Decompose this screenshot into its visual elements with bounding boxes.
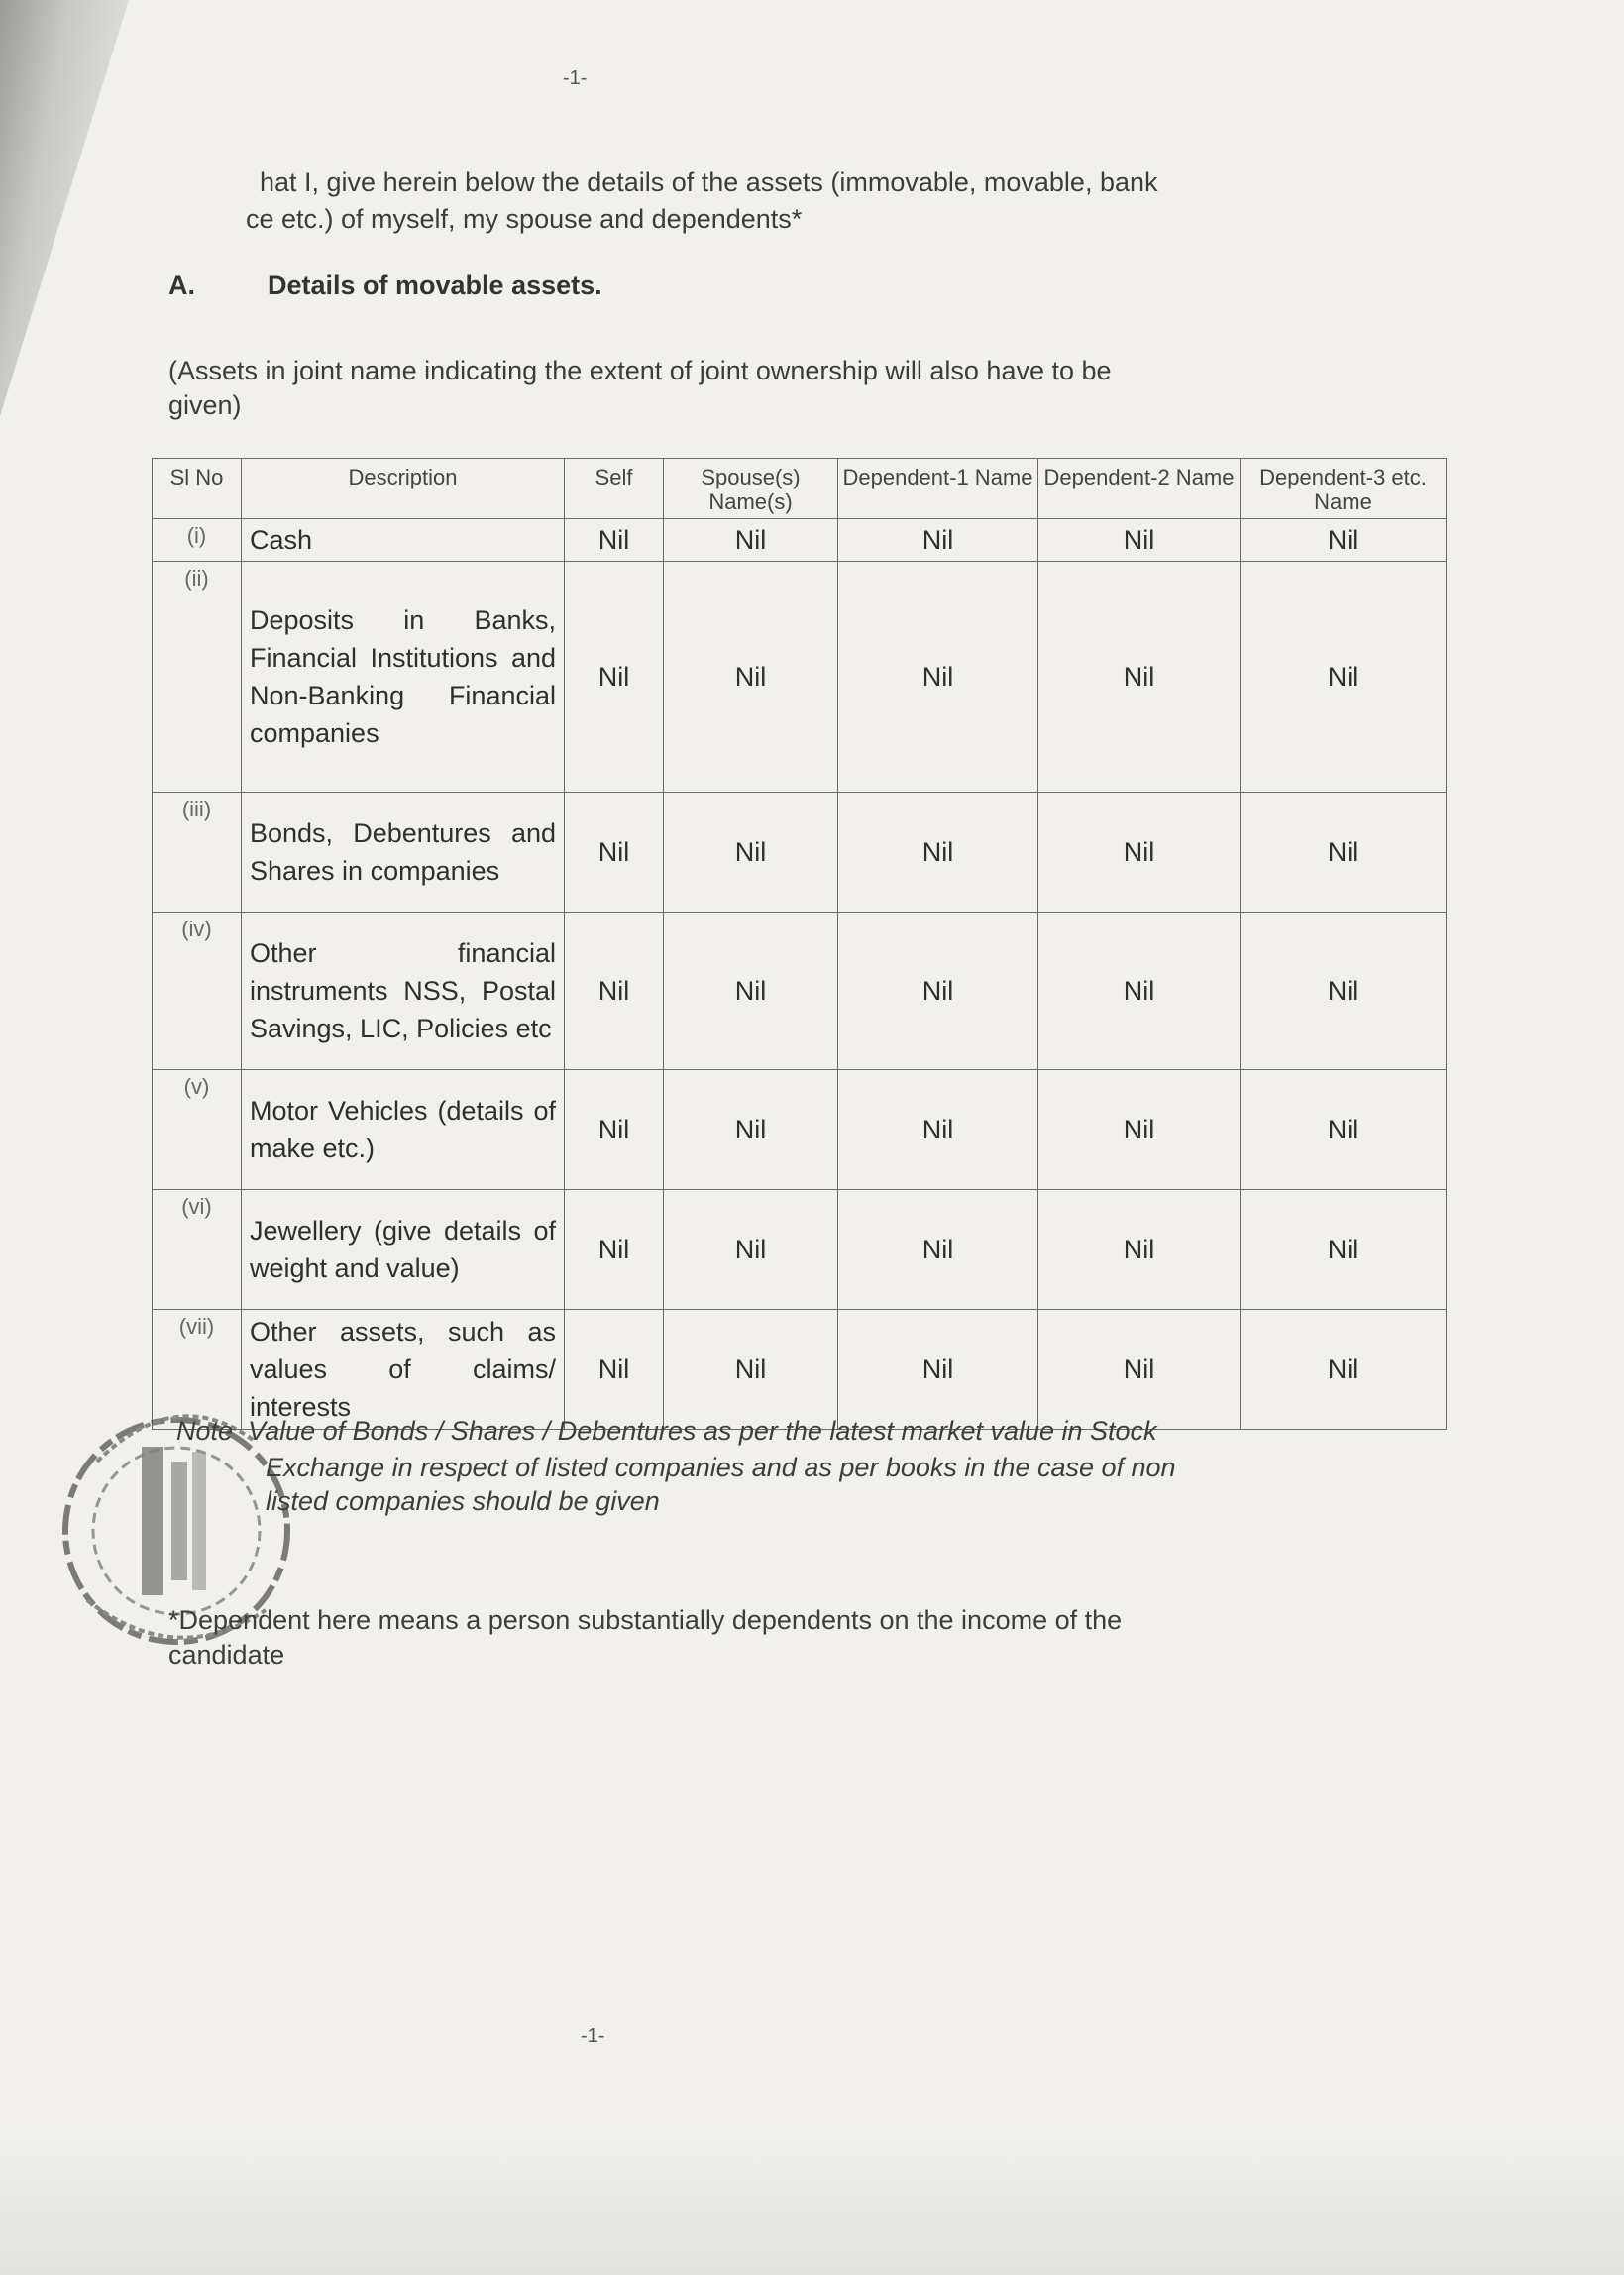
scan-edge-shadow [0, 0, 129, 416]
row-dependent-1: Nil [838, 1190, 1038, 1310]
intro-line-2: ce etc.) of myself, my spouse and dependents* [246, 204, 803, 234]
note-text-1: Value of Bonds / Shares / Debentures as per the latest market value in Stock [248, 1416, 1157, 1446]
row-description: Other assets, such as values of claims/ interests [242, 1310, 565, 1430]
row-sl: (i) [153, 519, 242, 562]
header-spouse: Spouse(s) Name(s) [664, 459, 838, 519]
row-spouse: Nil [664, 913, 838, 1070]
row-description: Other financial instruments NSS, Postal Savings, LIC, Policies etc [242, 913, 565, 1070]
row-dependent-1: Nil [838, 1310, 1038, 1430]
section-title: Details of movable assets. [268, 271, 602, 300]
dependent-note-line-2: candidate [168, 1640, 285, 1670]
joint-note-line-2: given) [168, 390, 242, 420]
header-description: Description [242, 459, 565, 519]
row-self: Nil [565, 1070, 664, 1190]
row-self: Nil [565, 793, 664, 913]
header-sl-no: Sl No [153, 459, 242, 519]
row-dependent-3: Nil [1241, 1070, 1447, 1190]
row-dependent-2: Nil [1038, 1310, 1241, 1430]
table-row [153, 1190, 1447, 1310]
table-row [153, 1310, 1447, 1430]
row-description: Motor Vehicles (details of make etc.) [242, 1070, 565, 1190]
row-sl: (vii) [153, 1310, 242, 1430]
table-row [153, 562, 1447, 793]
row-dependent-3: Nil [1241, 1190, 1447, 1310]
row-dependent-2: Nil [1038, 1070, 1241, 1190]
row-spouse: Nil [664, 1190, 838, 1310]
row-dependent-1: Nil [838, 793, 1038, 913]
row-dependent-2: Nil [1038, 519, 1241, 562]
table-row [153, 913, 1447, 1070]
row-spouse: Nil [664, 1070, 838, 1190]
joint-note-line-1: (Assets in joint name indicating the extent of joint ownership will also have to be [168, 356, 1112, 385]
row-sl: (iv) [153, 913, 242, 1070]
row-sl: (ii) [153, 562, 242, 793]
row-self: Nil [565, 562, 664, 793]
header-dependent-3: Dependent-3 etc. Name [1241, 459, 1447, 519]
row-self: Nil [565, 519, 664, 562]
header-dependent-1: Dependent-1 Name [838, 459, 1038, 519]
row-dependent-3: Nil [1241, 913, 1447, 1070]
row-dependent-3: Nil [1241, 562, 1447, 793]
movable-assets-table [152, 458, 1447, 1430]
header-dependent-2: Dependent-2 Name [1038, 459, 1241, 519]
row-dependent-3: Nil [1241, 1310, 1447, 1430]
row-self: Nil [565, 1190, 664, 1310]
row-dependent-2: Nil [1038, 1190, 1241, 1310]
table-row [153, 519, 1447, 562]
row-dependent-2: Nil [1038, 562, 1241, 793]
row-dependent-3: Nil [1241, 793, 1447, 913]
intro-line-1: hat I, give herein below the details of the assets (immovable, movable, bank [260, 167, 1158, 197]
row-spouse: Nil [664, 519, 838, 562]
row-sl: (v) [153, 1070, 242, 1190]
section-letter: A. [168, 271, 195, 300]
row-spouse: Nil [664, 793, 838, 913]
table-row [153, 793, 1447, 913]
note-line-3: listed companies should be given [266, 1486, 660, 1516]
row-self: Nil [565, 913, 664, 1070]
row-dependent-1: Nil [838, 562, 1038, 793]
row-sl: (iii) [153, 793, 242, 913]
row-description: Deposits in Banks, Financial Institutions and Non-Banking Financial companies [242, 562, 565, 793]
row-dependent-1: Nil [838, 1070, 1038, 1190]
scan-bottom-fade [0, 2136, 1624, 2275]
top-page-number: -1- [563, 67, 588, 89]
note-line-1 [176, 1414, 1157, 1449]
row-description: Cash [242, 519, 565, 562]
row-dependent-1: Nil [838, 913, 1038, 1070]
table-header-row [153, 459, 1447, 519]
section-heading [168, 271, 602, 301]
row-sl: (vi) [153, 1190, 242, 1310]
note-label: Note [176, 1416, 234, 1446]
row-dependent-2: Nil [1038, 913, 1241, 1070]
row-spouse: Nil [664, 562, 838, 793]
header-self: Self [565, 459, 664, 519]
table-row [153, 1070, 1447, 1190]
row-dependent-2: Nil [1038, 793, 1241, 913]
row-dependent-3: Nil [1241, 519, 1447, 562]
bottom-page-number: -1- [581, 2025, 605, 2047]
row-description: Bonds, Debentures and Shares in companies [242, 793, 565, 913]
dependent-note-line-1: *Dependent here means a person substantially dependents on the income of the [168, 1605, 1123, 1635]
note-line-2: Exchange in respect of listed companies and as per books in the case of non [266, 1453, 1176, 1482]
row-spouse: Nil [664, 1310, 838, 1430]
row-self: Nil [565, 1310, 664, 1430]
row-description: Jewellery (give details of weight and value) [242, 1190, 565, 1310]
row-dependent-1: Nil [838, 519, 1038, 562]
